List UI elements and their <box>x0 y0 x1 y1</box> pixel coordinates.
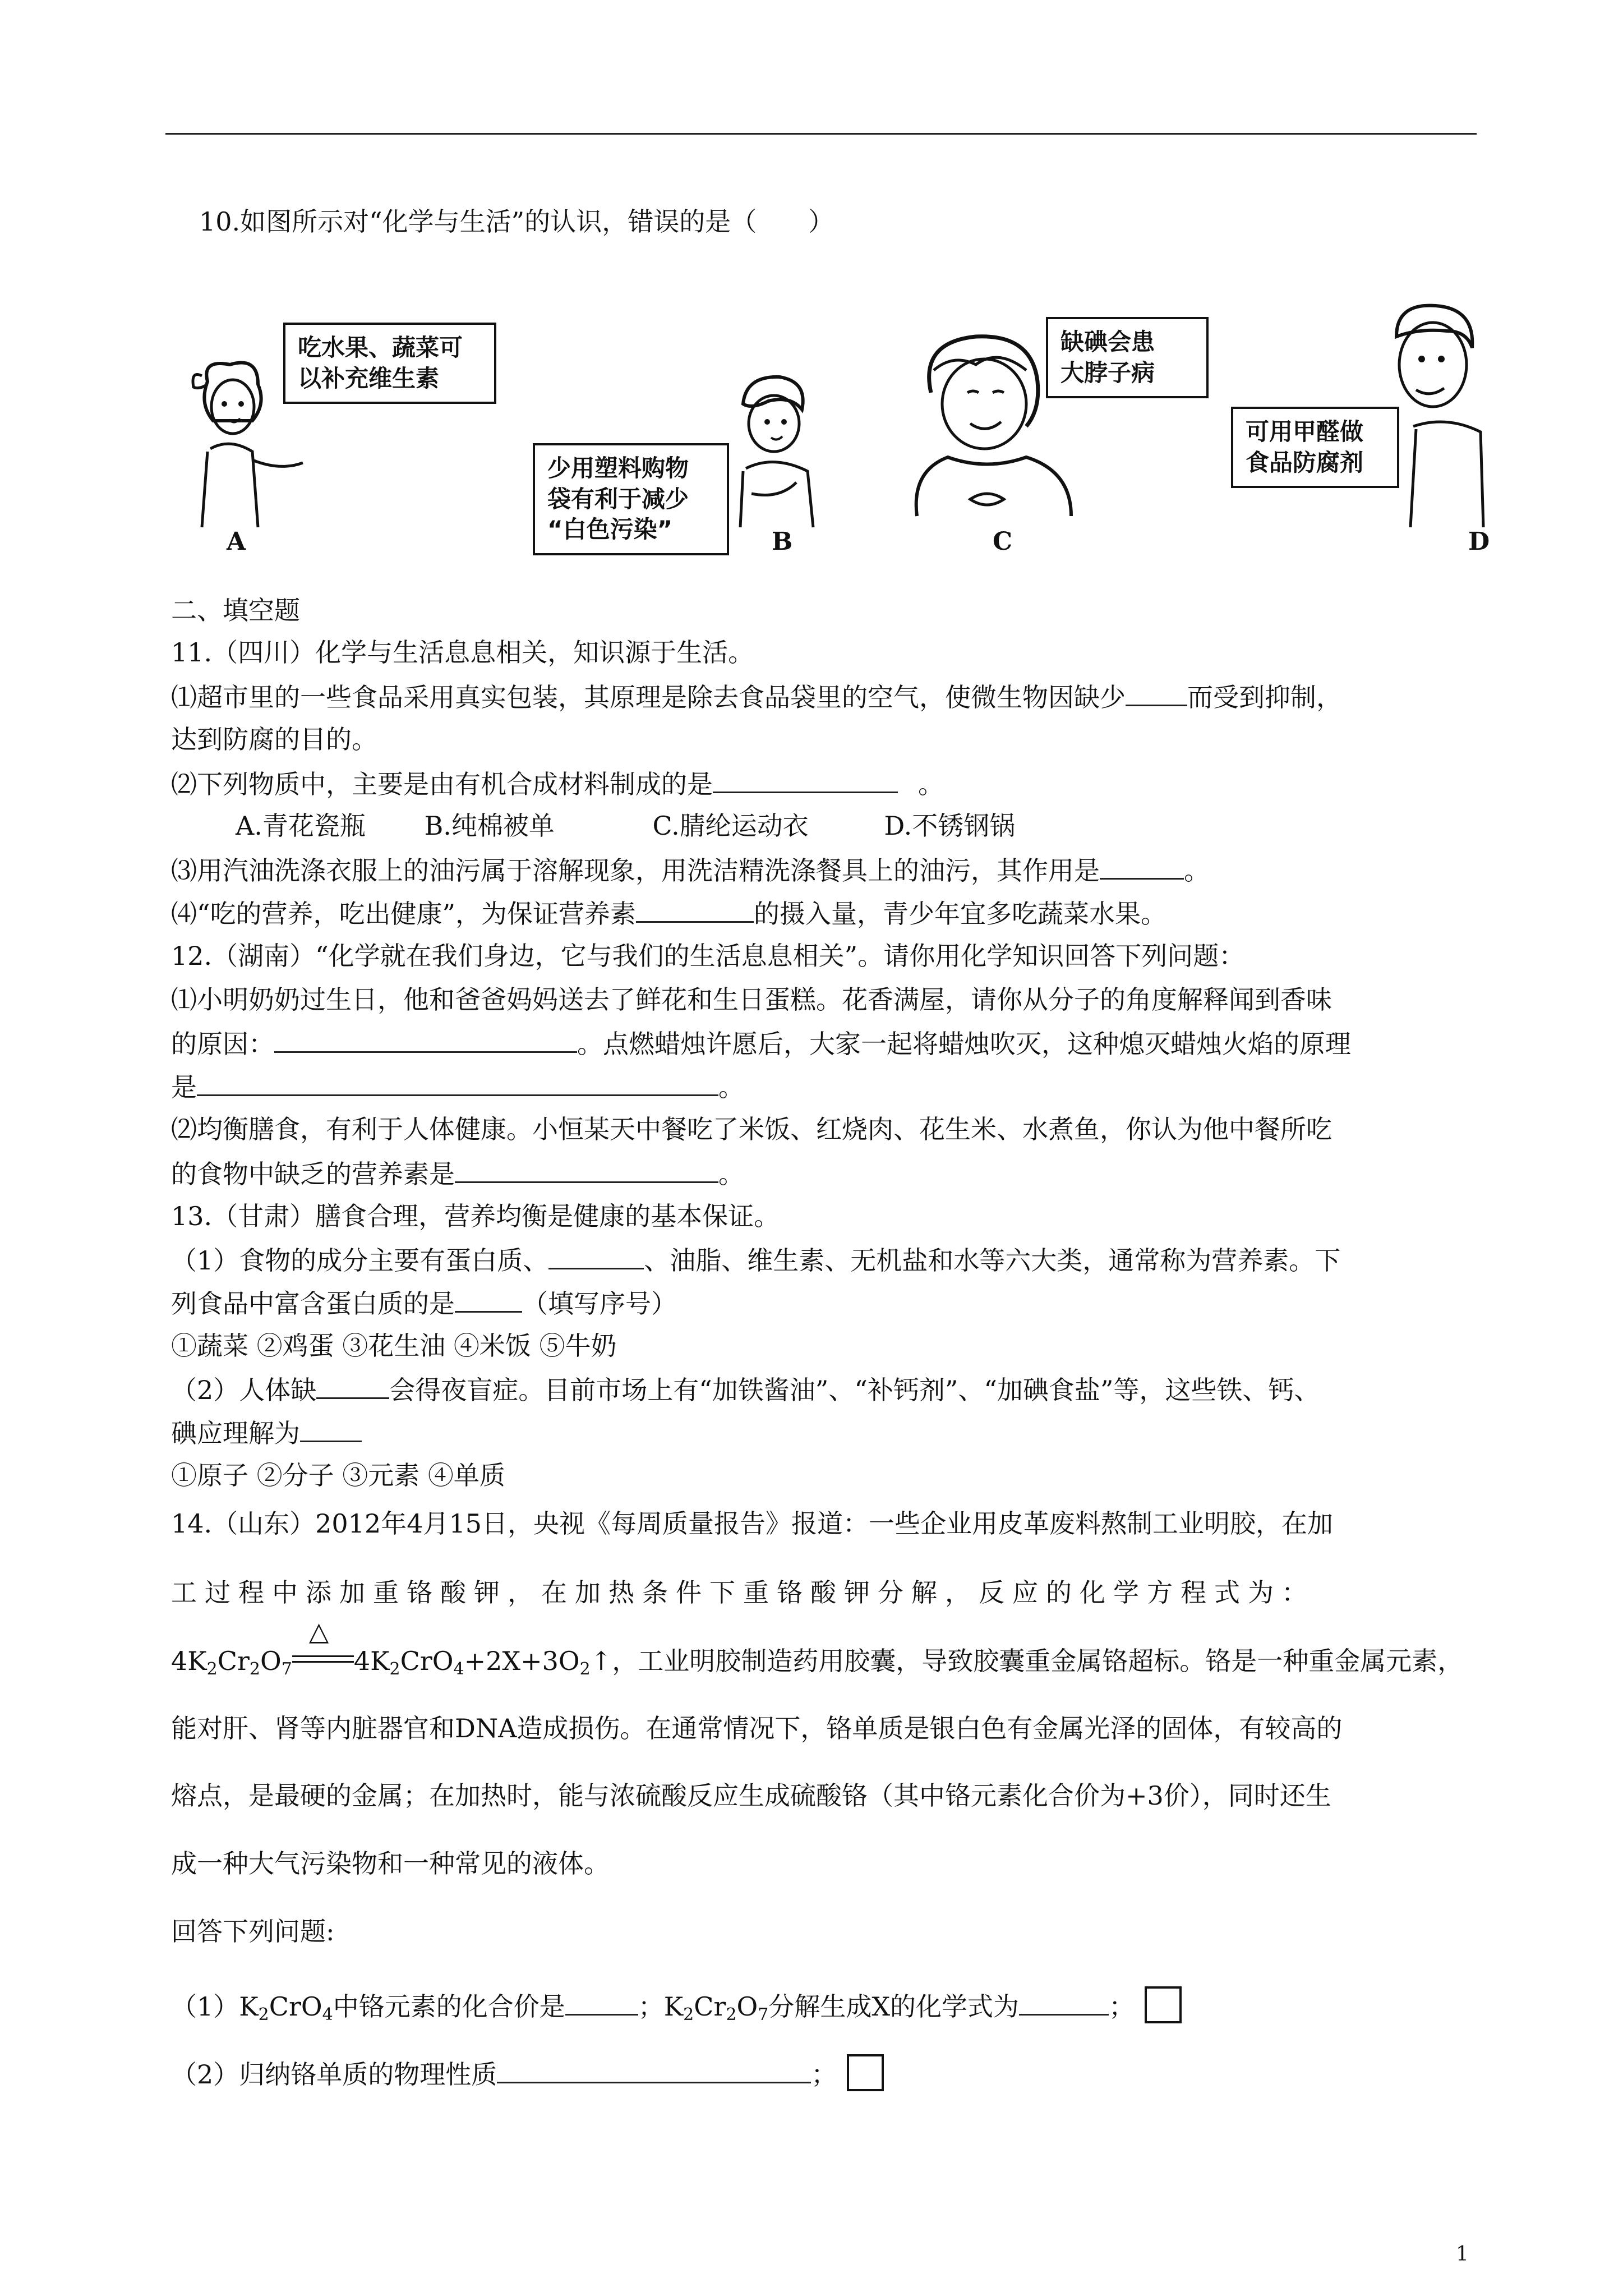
q12-blank3[interactable] <box>455 1160 718 1183</box>
q11-part1: ⑴超市里的一些食品采用真实包装，其原理是除去食品袋里的空气，使微生物因缺少 而受到抑制， <box>171 682 1342 712</box>
q11-part3: ⑶用汽油洗涤衣服上的油污属于溶解现象，用洗洁精洗涤餐具上的油污，其作用是 。 <box>171 855 1210 886</box>
q13-choices1: ①蔬菜 ②鸡蛋 ③花生油 ④米饭 ⑤牛奶 <box>171 1331 617 1361</box>
q12-part2: ⑵均衡膳食，有利于人体健康。小恒某天中餐吃了米饭、红烧肉、花生米、水煮鱼，你认为他中餐所吃 <box>171 1114 1332 1144</box>
figure-b-speech: 少用塑料购物 袋有利于减少 “白色污染” <box>533 443 729 555</box>
section-heading: 二、填空题 <box>171 595 300 625</box>
q14-answer2: （2）归纳铬单质的物理性质 ； <box>171 2054 884 2091</box>
q13-part2-line2: 碘应理解为 <box>171 1419 362 1446</box>
q12-blank1[interactable] <box>274 1030 577 1053</box>
q12-part1: ⑴小明奶奶过生日，他和爸爸妈妈送去了鲜花和生日蛋糕。花香满屋，请你从分子的角度解释闻到香味 <box>171 984 1332 1015</box>
q11-blank3[interactable] <box>1100 857 1184 880</box>
q13-blank2[interactable] <box>455 1290 522 1313</box>
q13-blank1[interactable] <box>548 1246 644 1269</box>
q14-blank3[interactable] <box>497 2060 811 2083</box>
q14-blank1[interactable] <box>565 1993 638 2016</box>
q11-blank2[interactable] <box>713 770 898 793</box>
score-box-2[interactable] <box>847 2054 884 2091</box>
q12-stem: 12.（湖南）“化学就在我们身边，它与我们的生活息息相关”。请你用化学知识回答下列问题： <box>171 941 1245 971</box>
figure-a-label: A <box>227 527 246 556</box>
q11-option-c: C.腈纶运动衣 <box>652 811 809 841</box>
figure-b-label: B <box>772 527 793 556</box>
q14-line6: 成一种大气污染物和一种常见的液体。 <box>171 1848 610 1879</box>
q12-part1-line3: 是 。 <box>171 1072 744 1102</box>
figure-a-speech: 吃水果、蔬菜可 以补充维生素 <box>283 323 496 404</box>
q11-blank4[interactable] <box>636 900 754 923</box>
q11-stem: 11.（四川）化学与生活息息相关，知识源于生活。 <box>171 637 754 668</box>
q11-option-b: B.纯棉被单 <box>424 811 555 841</box>
equation-products: $4K_2CrO_4+2X+3O_2↑$ <box>353 1646 612 1679</box>
q14-answer1: $(1)K_2CrO_4$中铬元素的化合价是 ；$K_2Cr_2O_7$分解生成X的化学式为 ； <box>171 1986 1182 2023</box>
q13-blank4[interactable] <box>300 1419 362 1442</box>
q12-part2-line2: 的食物中缺乏的营养素是 。 <box>171 1159 744 1189</box>
q13-part1: （1）食物的成分主要有蛋白质、 、油脂、维生素、无机盐和水等六大类，通常称为营养素。下 <box>171 1245 1341 1276</box>
figure-b-boy <box>718 370 852 533</box>
q14-blank2[interactable] <box>1019 1993 1109 2016</box>
q10-title: 10.如图所示对“化学与生活”的认识，错误的是（ ） <box>199 206 834 237</box>
page-number: 1 <box>1456 2243 1469 2266</box>
q11-part1-cont: 达到防腐的目的。 <box>171 724 377 754</box>
figure-d-speech: 可用甲醛做 食品防腐剂 <box>1231 407 1399 488</box>
header-rule <box>165 133 1477 135</box>
q13-stem: 13.（甘肃）膳食合理，营养均衡是健康的基本保证。 <box>171 1201 780 1231</box>
equation-reactant: $4K_2Cr_2O_7$ <box>171 1646 292 1679</box>
q11-options <box>236 813 1015 839</box>
score-box-1[interactable] <box>1145 1986 1182 2023</box>
q11-blank1[interactable] <box>1126 683 1187 706</box>
q13-choices2: ①原子 ②分子 ③元素 ④单质 <box>171 1460 505 1490</box>
q13-part1-line2: 列食品中富含蛋白质的是 （填写序号） <box>171 1289 677 1319</box>
q13-part2: （2）人体缺 会得夜盲症。目前市场上有“加铁酱油”、“补钙剂”、“加碘食盐”等，这些铁、钙、 <box>171 1375 1320 1405</box>
q11-part2: ⑵下列物质中，主要是由有机合成材料制成的是 。 <box>171 769 944 799</box>
q12-part1-line2: 的原因： 。点燃蜡烛许愿后，大家一起将蜡烛吹灭，这种熄灭蜡烛火焰的原理 <box>171 1029 1351 1059</box>
q14-line5: 熔点，是最硬的金属；在加热时，能与浓硫酸反应生成硫酸铬（其中铬元素化合价为+3价），同时还生 <box>171 1780 1331 1811</box>
q12-blank2[interactable] <box>197 1073 718 1096</box>
q14-line1: 14.（山东）2012年4月15日，央视《每周质量报告》报道：一些企业用皮革废料熬制工业明胶，在加 <box>171 1508 1334 1539</box>
figure-c-speech: 缺碘会患 大脖子病 <box>1046 317 1209 398</box>
q14-line4: 能对肝、肾等内脏器官和DNA造成损伤。在通常情况下，铬单质是银白色有金属光泽的固体，有较高的 <box>171 1713 1343 1743</box>
q11-option-a: A.青花瓷瓶 <box>236 811 366 841</box>
equation-heat-sign: △ <box>292 1648 354 1670</box>
q13-blank3[interactable] <box>316 1376 389 1399</box>
q11-part4: ⑷“吃的营养，吃出健康”，为保证营养素 的摄入量，青少年宜多吃蔬菜水果。 <box>171 899 1167 929</box>
q11-option-d: D.不锈钢锅 <box>884 811 1016 841</box>
q14-line2: 工过程中添加重铬酸钾，在加热条件下重铬酸钾分解，反应的化学方程式为： <box>171 1577 1315 1608</box>
q14-equation: $4K_2Cr_2O_7$ △ $4K_2CrO_4+2X+3O_2↑$，工业明胶制造药用胶囊，导致胶囊重金属铬超标。铬是一种重金属元素， <box>171 1616 1464 1679</box>
figure-d-label: D <box>1468 527 1490 556</box>
q14-answer-prompt: 回答下列问题: <box>171 1916 335 1947</box>
figure-c-label: C <box>993 527 1013 556</box>
